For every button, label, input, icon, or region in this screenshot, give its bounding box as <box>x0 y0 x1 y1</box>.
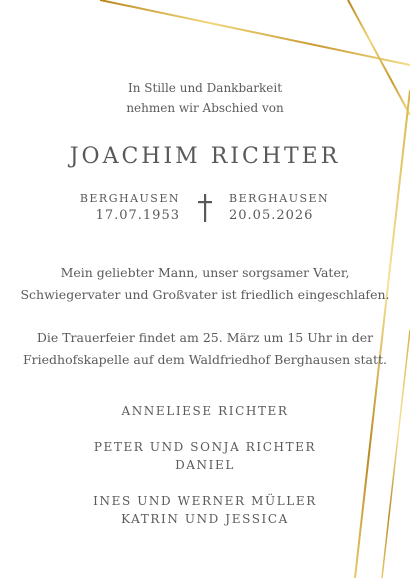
intro-line-2: nehmen wir Abschied von <box>126 101 284 115</box>
family-line: DANIEL <box>175 458 235 472</box>
message-paragraph <box>0 262 410 306</box>
family-line: PETER UND SONJA RICHTER <box>93 440 317 454</box>
ceremony-line-1: Die Trauerfeier findet am 25. März um 15 Uhr in der <box>36 330 374 345</box>
family-line: ANNELIESE RICHTER <box>121 404 289 418</box>
intro-line-1: In Stille und Dankbarkeit <box>127 81 283 95</box>
ceremony-paragraph <box>0 327 410 371</box>
ceremony-line-2: Friedhofskapelle auf dem Waldfriedhof Berghausen statt. <box>22 352 388 367</box>
birth-date: 17.07.1953 <box>95 208 180 223</box>
message-line-2: Schwiegervater und Großvater ist friedlich eingeschlafen. <box>20 287 390 302</box>
family-line: KATRIN UND JESSICA <box>121 512 289 526</box>
latin-cross-icon <box>197 194 213 222</box>
birth-info <box>80 190 180 224</box>
death-date: 20.05.2026 <box>229 208 314 223</box>
family-group-1 <box>0 402 410 420</box>
deceased-name: JOACHIM RICHTER <box>69 144 341 169</box>
message-line-1: Mein geliebter Mann, unser sorgsamer Vater, <box>60 265 350 280</box>
family-group-2 <box>0 438 410 474</box>
family-group-3 <box>0 492 410 528</box>
birth-place: BERGHAUSEN <box>79 192 180 205</box>
death-place: BERGHAUSEN <box>229 192 330 205</box>
death-info <box>229 190 329 224</box>
family-line: INES UND WERNER MÜLLER <box>93 494 317 508</box>
